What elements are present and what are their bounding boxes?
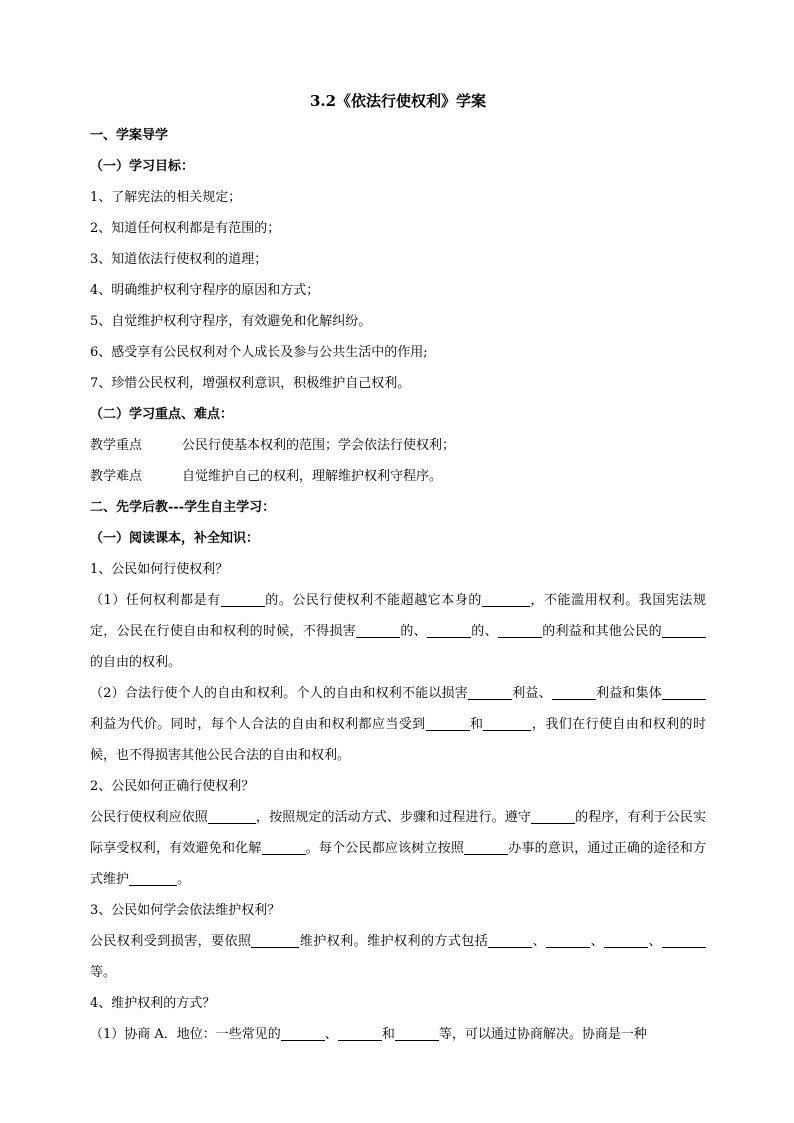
text-run: 、	[590, 934, 605, 949]
fill-blank[interactable]	[531, 809, 575, 824]
goal-item: 5、自觉维护权利守程序，有效避免和化解纠纷。	[90, 314, 372, 329]
goal-item: 2、知道任何权利都是有范围的；	[90, 221, 281, 236]
text-run: 公民行使权利应依照	[90, 810, 208, 825]
text-run: 和	[381, 1027, 395, 1042]
section-heading-1: 一、学案导学	[90, 128, 169, 143]
text-run: 、	[648, 934, 662, 949]
fill-blank[interactable]	[662, 623, 706, 638]
text-run: 的利益和其他公民的	[541, 624, 662, 639]
fill-blank[interactable]	[427, 623, 471, 638]
key-point-row	[90, 430, 706, 461]
goal-item: 3、知道依法行使权利的道理；	[90, 252, 268, 267]
question-3-paragraph	[90, 926, 706, 988]
fill-blank[interactable]	[221, 592, 265, 607]
question-1-paragraph-2	[90, 678, 706, 771]
fill-blank[interactable]	[488, 933, 532, 948]
difficulty-label: 教学难点	[90, 469, 143, 484]
text-run: ，按照规定的活动方式、步骤和过程进行。遵守	[255, 810, 531, 825]
section-heading-2: 二、先学后教---学生自主学习：	[90, 500, 276, 515]
goal-item: 7、珍惜公民权利，增强权利意识，积极维护自己权利。	[90, 376, 411, 391]
fill-blank[interactable]	[208, 809, 256, 824]
text-run: 、	[324, 1027, 338, 1042]
question-3: 3、公民如何学会依法维护权利？	[90, 903, 281, 918]
text-run: 。每个公民都应该树立按照	[305, 841, 465, 856]
goal-item: 4、明确维护权利守程序的原因和方式；	[90, 283, 320, 298]
text-run: 的、	[400, 624, 427, 639]
text-run: 利益为代价。同时，每个人合法的自由和权利都应当受到	[90, 717, 426, 732]
goal-item: 1、了解宪法的相关规定；	[90, 190, 242, 205]
fill-blank[interactable]	[129, 871, 177, 886]
fill-blank[interactable]	[338, 1026, 382, 1041]
fill-blank[interactable]	[426, 716, 470, 731]
fill-blank[interactable]	[251, 933, 299, 948]
subsection-heading-reading: （一）阅读课本，补全知识：	[90, 531, 260, 546]
text-run: 公民权利受到损害，要依照	[90, 934, 252, 949]
text-run: 的自由的权利。	[90, 655, 182, 670]
fill-blank[interactable]	[468, 685, 512, 700]
text-run: ，我们在行使自由和权利的时候，也不得损害其他公民合法的自由和权利。	[90, 717, 706, 763]
document-page	[90, 84, 706, 1050]
text-run: 利益、	[512, 686, 552, 701]
fill-blank[interactable]	[262, 840, 306, 855]
text-run: 办事的意识，通过正确的途径和方式维护	[90, 841, 706, 887]
text-run: 等。	[90, 965, 117, 980]
text-run: 利益和集体	[595, 686, 662, 701]
question-1-paragraph-1	[90, 585, 706, 678]
fill-blank[interactable]	[552, 685, 596, 700]
fill-blank[interactable]	[498, 623, 542, 638]
subsection-heading-goals: （一）学习目标：	[90, 159, 195, 174]
document-title: 3.2《依法行使权利》学案	[309, 92, 487, 110]
fill-blank[interactable]	[464, 840, 508, 855]
text-run: 的、	[471, 624, 498, 639]
text-run: 的。公民行使权利不能超越它本身的	[264, 593, 482, 608]
text-run: 和	[469, 717, 484, 732]
fill-blank[interactable]	[395, 1026, 439, 1041]
fill-blank[interactable]	[356, 623, 400, 638]
difficulty-row	[90, 461, 706, 492]
key-point-label: 教学重点	[90, 438, 143, 453]
question-2-paragraph	[90, 802, 706, 895]
fill-blank[interactable]	[482, 592, 530, 607]
text-run: 、	[532, 934, 547, 949]
text-run: （1）协商 A．地位：一些常见的	[90, 1027, 281, 1042]
fill-blank[interactable]	[546, 933, 590, 948]
question-4: 4、维护权利的方式？	[90, 996, 216, 1011]
text-run: ，不能滥用权利。我国宪法规定，公民在行使自由和权利的时候，不得损害	[90, 593, 706, 639]
question-4-paragraph	[90, 1019, 706, 1050]
question-2: 2、公民如何正确行使权利？	[90, 779, 255, 794]
key-point-text: 公民行使基本权利的范围；学会依法行使权利；	[182, 438, 456, 453]
fill-blank[interactable]	[604, 933, 648, 948]
fill-blank[interactable]	[662, 685, 706, 700]
text-run: 等，可以通过协商解决。协商是一种	[438, 1027, 647, 1042]
difficulty-text: 自觉维护自己的权利，理解维护权利守程序。	[182, 469, 443, 484]
goal-item: 6、感受享有公民权利对个人成长及参与公共生活中的作用;	[90, 345, 428, 360]
subsection-heading-key-points: （二）学习重点、难点：	[90, 407, 234, 422]
fill-blank[interactable]	[281, 1026, 325, 1041]
text-run: （2）合法行使个人的自由和权利。个人的自由和权利不能以损害	[90, 686, 468, 701]
question-1: 1、公民如何行使权利？	[90, 562, 229, 577]
text-run: 维护权利。维护权利的方式包括	[299, 934, 489, 949]
fill-blank[interactable]	[483, 716, 531, 731]
text-run: （1）任何权利都是有	[90, 593, 221, 608]
text-run: 的程序，有利于公民实际享受权利，有效避免和化解	[90, 810, 706, 856]
text-run: 。	[177, 872, 191, 887]
fill-blank[interactable]	[662, 933, 706, 948]
